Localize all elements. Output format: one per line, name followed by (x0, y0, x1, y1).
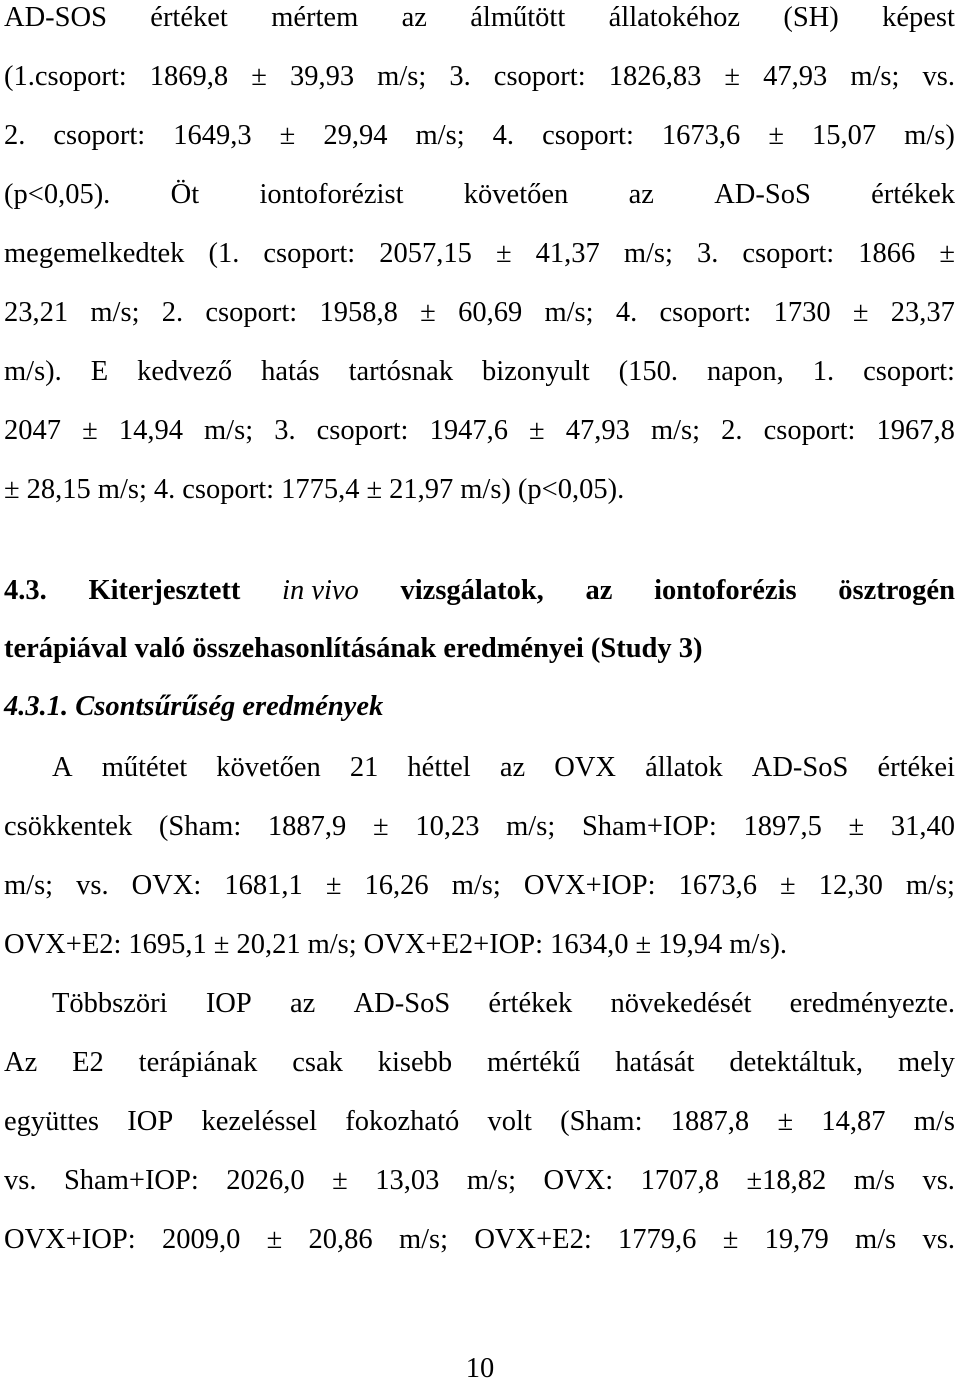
word: 1695,1 (128, 929, 207, 960)
word: csak (292, 1047, 343, 1078)
word: állatokéhoz (608, 2, 740, 33)
word: AD-SoS (353, 988, 451, 1019)
text-line (52, 987, 955, 1021)
word: Sham+IOP: (63, 1165, 199, 1196)
word: 13,03 (375, 1165, 440, 1196)
word: képest (882, 2, 955, 33)
word: ± (266, 1224, 283, 1255)
word: mértékű (487, 1047, 581, 1078)
text-line (4, 296, 955, 330)
text-line (4, 810, 955, 844)
word: A (52, 752, 73, 783)
word: m/s; (398, 1224, 449, 1255)
word: 19,79 (764, 1224, 829, 1255)
word: követően (463, 179, 569, 210)
word: 3. (274, 415, 296, 446)
word: 1866 (858, 238, 916, 269)
word: 1634,0 (550, 929, 629, 960)
word: AD-SoS (714, 179, 811, 210)
word: 47,93 (565, 415, 630, 446)
word: 2. (721, 415, 743, 446)
word: m/s (853, 1165, 895, 1196)
word: az (628, 179, 654, 210)
word: m/s; (650, 415, 701, 446)
text-line (52, 751, 955, 785)
word: 1681,1 (224, 870, 303, 901)
word: tartósnak (348, 356, 454, 387)
word: m/s; (466, 1165, 516, 1196)
word: 1775,4 (281, 474, 360, 505)
text-line (4, 928, 955, 962)
text-line (4, 1105, 955, 1139)
word: ± (420, 297, 436, 328)
word: Sham+IOP: (581, 811, 717, 842)
word: ± (722, 1224, 739, 1255)
word: csökkentek (4, 811, 133, 842)
word: OVX+E2: (4, 929, 122, 960)
word: m/s; (544, 297, 594, 328)
word: vs. (4, 1165, 37, 1196)
word: ± (779, 870, 796, 901)
word: csoport: (263, 238, 356, 269)
word: kisebb (377, 1047, 453, 1078)
word: 1707,8 (640, 1165, 720, 1196)
word: követően (216, 752, 321, 783)
word: 4. (153, 474, 176, 505)
word: csoport: (863, 356, 955, 387)
word: hatását (615, 1047, 695, 1078)
word: m/s; (506, 811, 556, 842)
word: 4. (492, 120, 515, 151)
word: 21,97 (389, 474, 454, 505)
word: OVX: (131, 870, 202, 901)
text-line (4, 1046, 955, 1080)
word: értéket (150, 2, 228, 33)
word: m/s (913, 1106, 955, 1137)
word: csoport: (493, 61, 586, 92)
text-line (4, 1, 955, 35)
word: m/s; (90, 297, 140, 328)
word: (p<0,05). (517, 474, 625, 505)
word: m/s (855, 1224, 897, 1255)
word: m/s). (4, 356, 62, 387)
text-line (4, 60, 955, 94)
word: OVX+E2+IOP: (363, 929, 544, 960)
word: 1673,6 (678, 870, 757, 901)
word: ± (251, 61, 267, 92)
word: OVX+IOP: (523, 870, 656, 901)
word: (Sham: (560, 1106, 643, 1137)
word: OVX: (543, 1165, 614, 1196)
word: ± (635, 929, 652, 960)
word: állatok (645, 752, 723, 783)
word: AD-SoS (751, 752, 849, 783)
word: ± (82, 415, 98, 446)
word: IOP (205, 988, 252, 1019)
word: ± (332, 1165, 348, 1196)
word: 1673,6 (661, 120, 741, 151)
word: 41,37 (535, 238, 600, 269)
word: 29,94 (323, 120, 388, 151)
heading-italic-phrase: in vivo (282, 575, 359, 606)
word: 28,15 (26, 474, 91, 505)
word: iontoforézis (654, 575, 797, 606)
word: 16,26 (364, 870, 429, 901)
word: megemelkedtek (4, 238, 185, 269)
word: vs. (922, 61, 955, 92)
word: 1779,6 (618, 1224, 697, 1255)
word: 1947,6 (429, 415, 508, 446)
word: mely (897, 1047, 955, 1078)
word: (150. (618, 356, 679, 387)
word: bizonyult (482, 356, 590, 387)
word: m/s; (415, 120, 465, 151)
word: 1826,83 (608, 61, 702, 92)
word: m/s) (460, 474, 511, 505)
word: 21 (349, 752, 379, 783)
word: ± (939, 238, 955, 269)
word: (1. (208, 238, 240, 269)
word: 20,86 (308, 1224, 373, 1255)
word: héttel (407, 752, 471, 783)
word: értékei (877, 752, 955, 783)
word: (p<0,05). (4, 179, 111, 210)
word: együttes (4, 1106, 99, 1137)
word: 3. (696, 238, 719, 269)
word: ± (495, 238, 512, 269)
word: az (499, 752, 526, 783)
word: ösztrogén (838, 575, 955, 606)
text-line (4, 237, 955, 271)
text-line (4, 1164, 955, 1198)
page-number: 10 (465, 1353, 495, 1384)
heading-line-2: terápiával való összehasonlításának eredményei (Study 3) (4, 633, 703, 664)
word: 1730 (773, 297, 831, 328)
word: ± (213, 929, 230, 960)
word: (1.csoport: (4, 61, 127, 92)
word: 2026,0 (226, 1165, 305, 1196)
word: m/s; (204, 415, 254, 446)
word: növekedését (610, 988, 752, 1019)
word: kezeléssel (201, 1106, 318, 1137)
word: csoport: (316, 415, 409, 446)
word: 1887,8 (670, 1106, 750, 1137)
word: az (585, 575, 613, 606)
word: mértem (271, 2, 359, 33)
word: 12,30 (818, 870, 883, 901)
word: értékek (871, 179, 955, 210)
word: vs. (922, 1224, 955, 1255)
word: m/s). (729, 929, 788, 960)
word: csoport: (53, 120, 146, 151)
subsection-heading-4-3-1 (4, 690, 955, 724)
text-line (4, 178, 955, 212)
word: csoport: (659, 297, 752, 328)
word: OVX+IOP: (4, 1224, 136, 1255)
word: 15,07 (812, 120, 877, 151)
word: Az (4, 1047, 38, 1078)
word: m/s; (4, 870, 54, 901)
word: 2. (4, 120, 26, 151)
word: 23,21 (4, 297, 69, 328)
word: 10,23 (415, 811, 480, 842)
word: 39,93 (289, 61, 355, 92)
word: m/s) (904, 120, 955, 151)
word: vizsgálatok, (400, 575, 544, 606)
word: ± (852, 297, 869, 328)
word: vs. (922, 1165, 955, 1196)
word: 1649,3 (173, 120, 252, 151)
word: 19,94 (658, 929, 723, 960)
text-line (4, 869, 955, 903)
word: 14,87 (821, 1106, 886, 1137)
word: m/s; (307, 929, 357, 960)
text-line (4, 1223, 955, 1257)
word: 23,37 (890, 297, 955, 328)
word: csoport: (763, 415, 856, 446)
word: 2009,0 (161, 1224, 241, 1255)
word: 2047 (4, 415, 61, 446)
word: 1869,8 (149, 61, 229, 92)
word: 31,40 (890, 811, 955, 842)
text-line (4, 355, 955, 389)
word: volt (487, 1106, 532, 1137)
word: IOP (127, 1106, 174, 1137)
word: 2. (161, 297, 184, 328)
word: ± (366, 474, 383, 505)
word: 1958,8 (319, 297, 398, 328)
heading-line (4, 632, 955, 666)
word: csoport: (205, 297, 298, 328)
heading-line (4, 574, 955, 608)
word: ± (768, 120, 784, 151)
word: OVX+E2: (474, 1224, 592, 1255)
word: 1. (812, 356, 835, 387)
word: Többszöri (52, 988, 168, 1019)
word: ± (777, 1106, 794, 1137)
word: OVX (554, 752, 616, 783)
word: ± (279, 120, 296, 151)
word: Öt (170, 179, 200, 210)
word: ± (529, 415, 545, 446)
word: E (90, 356, 109, 387)
word: hatás (261, 356, 320, 387)
word: detektáltuk, (729, 1047, 864, 1078)
word: 1967,8 (876, 415, 955, 446)
word: műtétet (101, 752, 188, 783)
subsection-heading-text: 4.3.1. Csontsűrűség eredmények (4, 691, 384, 722)
word: ± (724, 61, 741, 92)
word: fokozható (345, 1106, 460, 1137)
word: 47,93 (763, 61, 828, 92)
text-line (4, 119, 955, 153)
word: terápiának (138, 1047, 258, 1078)
word: ± (848, 811, 865, 842)
word: m/s; (905, 870, 955, 901)
word: 1887,9 (267, 811, 347, 842)
word: 2057,15 (379, 238, 472, 269)
word: vs. (76, 870, 109, 901)
word: csoport: (742, 238, 835, 269)
word: 3. (449, 61, 471, 92)
word: E2 (72, 1047, 104, 1078)
word: ± (4, 474, 20, 505)
word: 1897,5 (743, 811, 822, 842)
text-line (4, 473, 955, 507)
word: 4. (615, 297, 638, 328)
word: 14,94 (118, 415, 183, 446)
word: ± (372, 811, 389, 842)
word: értékek (488, 988, 573, 1019)
word: m/s; (377, 61, 427, 92)
word: m/s; (97, 474, 147, 505)
word: ± (325, 870, 342, 901)
text-line (4, 414, 955, 448)
word: m/s; (850, 61, 900, 92)
word: ±18,82 (746, 1165, 827, 1196)
word: 20,21 (236, 929, 301, 960)
heading-word: Kiterjesztett (88, 575, 241, 606)
word: m/s; (623, 238, 673, 269)
word: (Sham: (158, 811, 242, 842)
word: az (401, 2, 427, 33)
word: iontoforézist (259, 179, 404, 210)
word: csoport: (542, 120, 634, 151)
word: csoport: (182, 474, 275, 505)
word: 60,69 (458, 297, 523, 328)
word: (SH) (783, 2, 839, 33)
heading-number: 4.3. (4, 575, 47, 606)
word: eredményezte. (789, 988, 955, 1019)
word: az (290, 988, 316, 1019)
word: m/s; (451, 870, 501, 901)
word: napon, (707, 356, 784, 387)
word: álműtött (470, 2, 566, 33)
word: AD-SOS (4, 2, 107, 33)
word: kedvező (137, 356, 233, 387)
